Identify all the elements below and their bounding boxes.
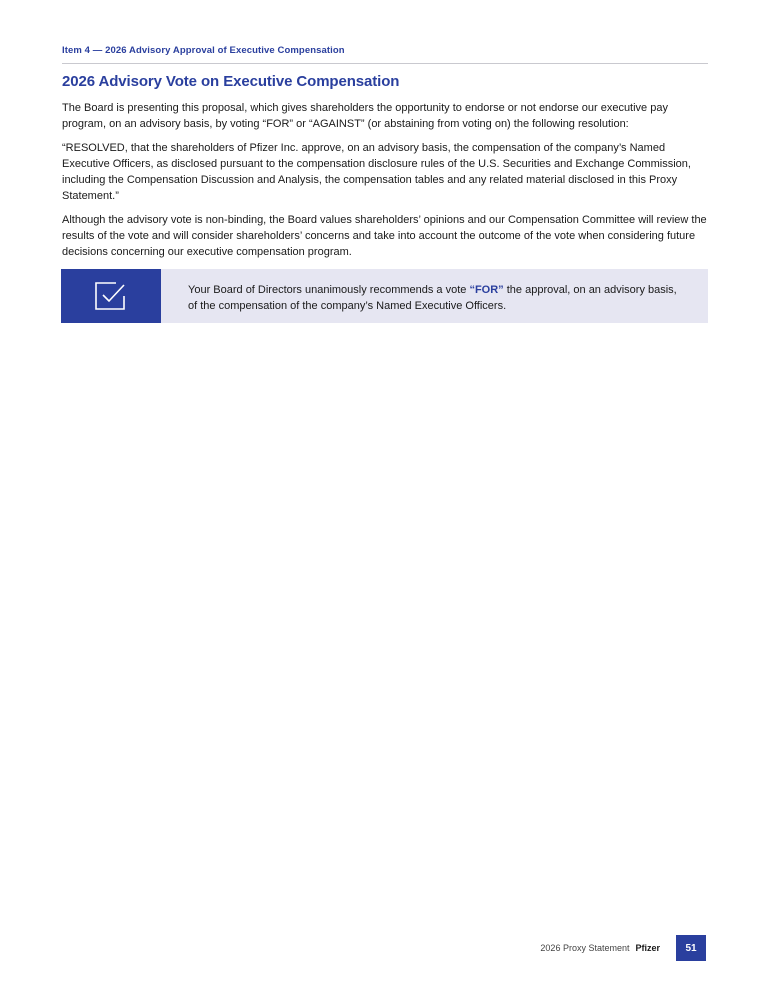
- callout-icon-box: [61, 269, 161, 323]
- checkbox-check-icon: [94, 281, 128, 311]
- callout-text-before: Your Board of Directors unanimously recommends a vote: [188, 284, 470, 296]
- callout-text: [161, 269, 681, 323]
- running-header-title: Item 4 — 2026 Advisory Approval of Executive Compensation: [62, 45, 345, 56]
- callout-text-after: the approval, on an advisory basis, of the compensation of the company’s Named Executive Officers.: [188, 284, 677, 312]
- page-number: 51: [676, 935, 706, 961]
- page-footer: [540, 935, 706, 961]
- section-title: 2026 Advisory Vote on Executive Compensation: [62, 73, 400, 90]
- running-header: [62, 40, 708, 64]
- board-recommendation-callout: [61, 269, 708, 323]
- intro-paragraph: The Board is presenting this proposal, which gives shareholders the opportunity to endorse or not endorse our executive pay program, on an advisory basis, by voting “FOR” or “AGAINST” (or abstaining from voting on) the following resolution:: [62, 102, 668, 130]
- section-body: [62, 100, 708, 268]
- footer-brand: Pfizer: [635, 943, 660, 953]
- nonbinding-paragraph: Although the advisory vote is non-binding, the Board values shareholders’ opinions and our Compensation Committee will review the results of the vote and will consider shareholders’ concerns and take into account the outcome of the vote when considering future decisions concerning our executive compensation program.: [62, 214, 707, 258]
- resolution-paragraph: “RESOLVED, that the shareholders of Pfizer Inc. approve, on an advisory basis, the compensation of the company’s Named Executive Officers, as disclosed pursuant to the compensation disclosure rules of the U.S. Securities and Exchange Commission, including the Compensation Discussion and Analysis, the compensation tables and any related material disclosed in this Proxy Statement.”: [62, 142, 691, 202]
- callout-for-emphasis: “FOR”: [469, 284, 504, 296]
- footer-publication: 2026 Proxy Statement: [540, 943, 630, 953]
